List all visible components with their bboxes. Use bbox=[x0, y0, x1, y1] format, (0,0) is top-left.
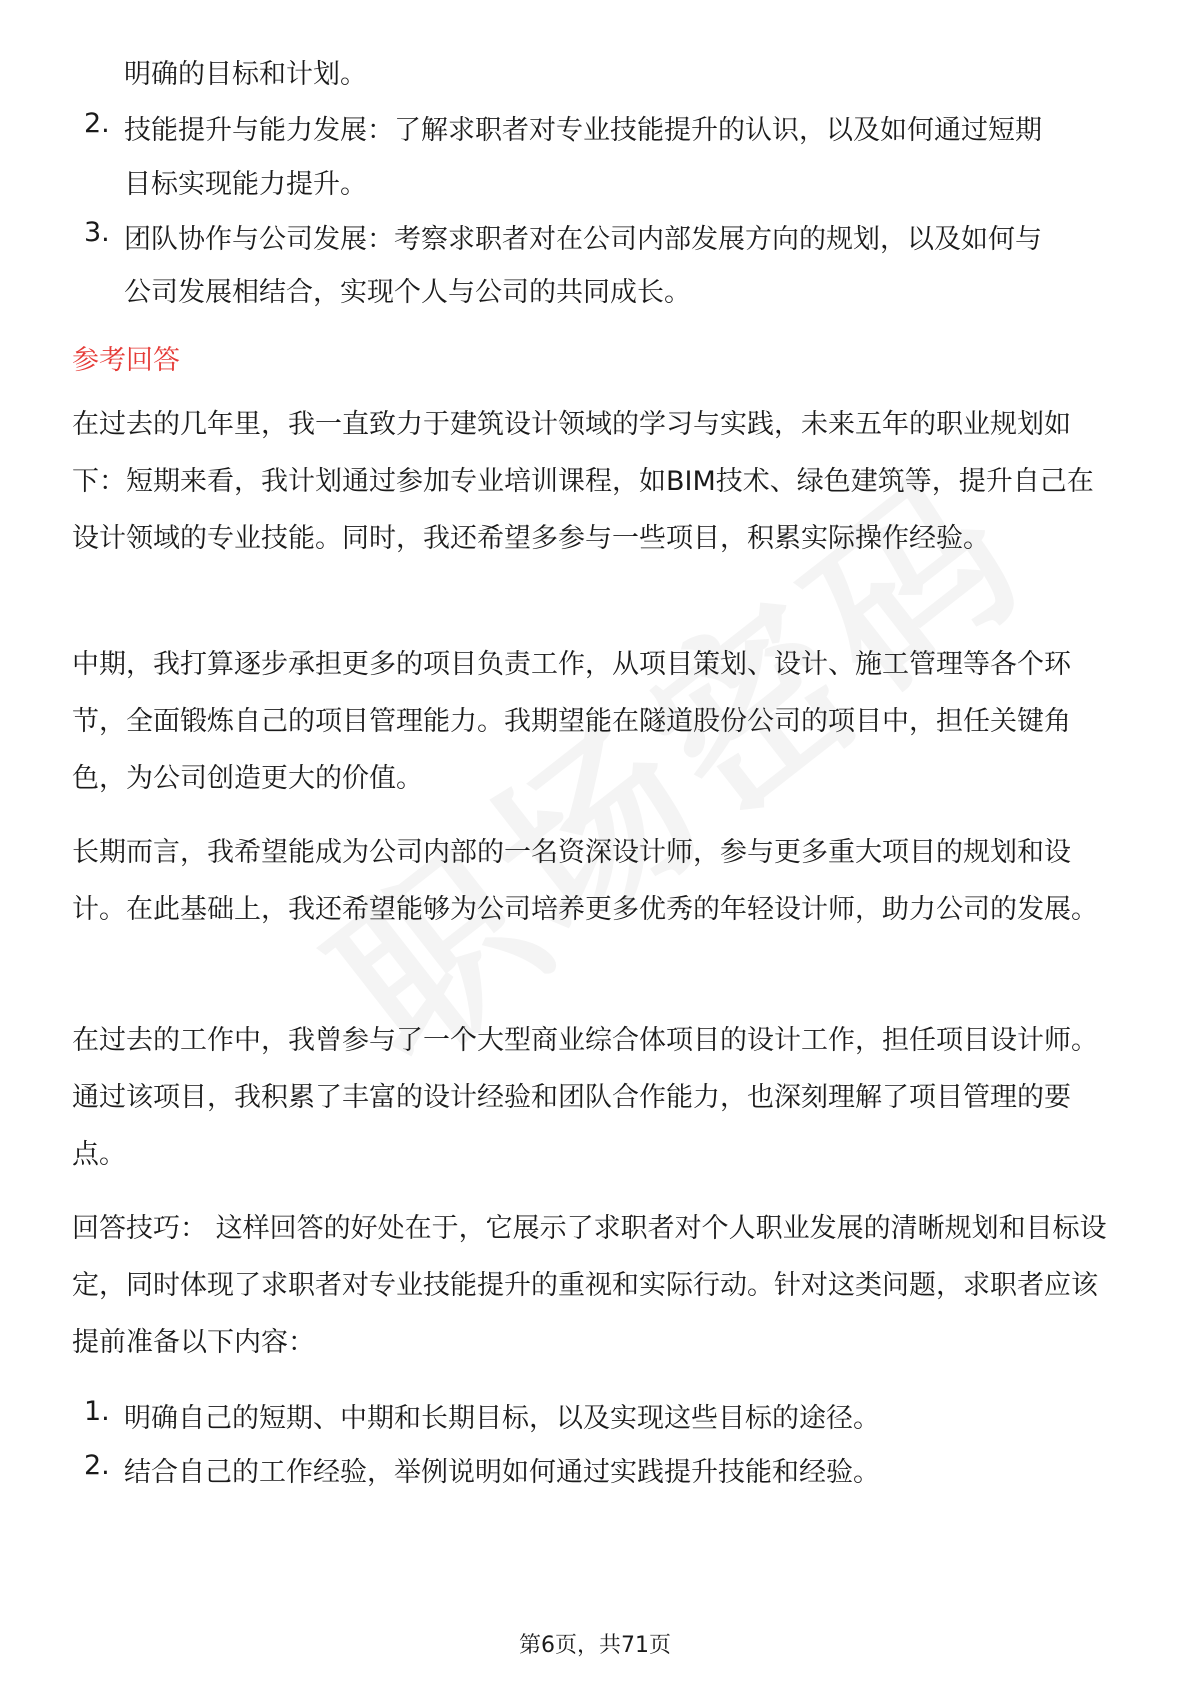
paragraph-short-term: 在过去的几年里，我一直致力于建筑设计领域的学习与实践，未来五年的职业规划如下：短期来看，我计划通过参加专业培训课程，如BIM技术、绿色建筑等，提升自己在设计领域的专业技能。同时，我还希望多参与一些项目，积累实际操作经验。 bbox=[72, 409, 1094, 554]
paragraph-experience: 在过去的工作中，我曾参与了一个大型商业综合体项目的设计工作，担任项目设计师。通过该项目，我积累了丰富的设计经验和团队合作能力，也深刻理解了项目管理的要点。 bbox=[72, 1025, 1098, 1170]
page-number-footer: 第6页，共71页 bbox=[519, 1633, 671, 1658]
list-item-2-number: 2. bbox=[84, 108, 110, 139]
tips-list-item-2-number: 2. bbox=[84, 1450, 110, 1481]
list-item-3-line-2: 公司发展相结合，实现个人与公司的共同成长。 bbox=[124, 277, 691, 308]
tips-list-item-1-number: 1. bbox=[84, 1396, 110, 1427]
tips-list-item-1: 明确自己的短期、中期和长期目标，以及实现这些目标的途径。 bbox=[124, 1403, 880, 1434]
list-item-2-line-1: 技能提升与能力发展：了解求职者对专业技能提升的认识，以及如何通过短期 bbox=[124, 115, 1042, 146]
list-item-3-number: 3. bbox=[84, 217, 110, 248]
paragraph-long-term: 长期而言，我希望能成为公司内部的一名资深设计师，参与更多重大项目的规划和设计。在此基础上，我还希望能够为公司培养更多优秀的年轻设计师，助力公司的发展。 bbox=[72, 837, 1098, 925]
list-item-3-line-1: 团队协作与公司发展：考察求职者对在公司内部发展方向的规划，以及如何与 bbox=[124, 224, 1042, 255]
paragraph-answer-tips: 回答技巧： 这样回答的好处在于，它展示了求职者对个人职业发展的清晰规划和目标设定，同时体现了求职者对专业技能提升的重视和实际行动。针对这类问题，求职者应该提前准备以下内容： bbox=[72, 1213, 1107, 1358]
tips-list-item-2: 结合自己的工作经验，举例说明如何通过实践提升技能和经验。 bbox=[124, 1457, 880, 1488]
list-item-1-continuation: 明确的目标和计划。 bbox=[124, 59, 367, 90]
paragraph-mid-term: 中期，我打算逐步承担更多的项目负责工作，从项目策划、设计、施工管理等各个环节，全面锻炼自己的项目管理能力。我期望能在隧道股份公司的项目中，担任关键角色，为公司创造更大的价值。 bbox=[72, 649, 1071, 794]
section-heading: 参考回答 bbox=[72, 345, 180, 376]
list-item-2-line-2: 目标实现能力提升。 bbox=[124, 169, 367, 200]
